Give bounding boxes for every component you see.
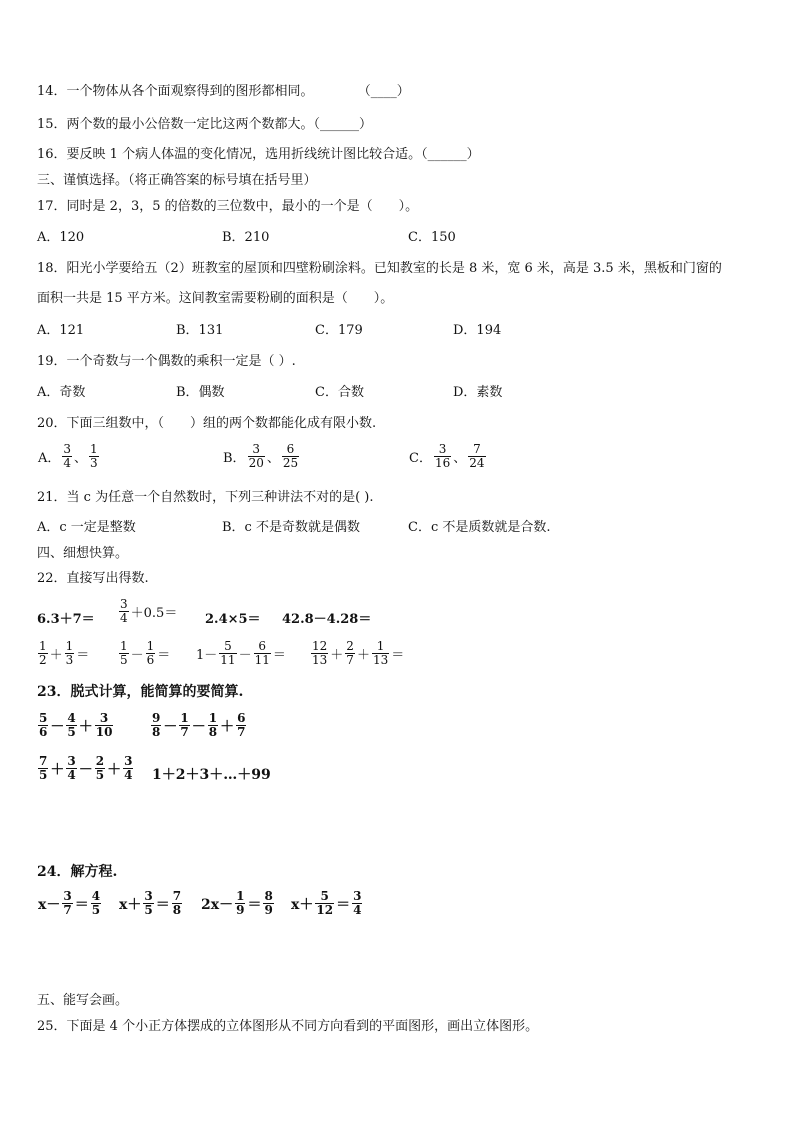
question-25: 25．下面是 4 个小正方体摆成的立体图形从不同方向看到的平面图形，画出立体图形。 xyxy=(37,1019,539,1034)
fraction: $\frac{9}{8}$ xyxy=(152,711,161,739)
option-a: A．120 xyxy=(37,230,85,245)
question-text: 14．一个物体从各个面观察得到的图形都相同。 xyxy=(37,84,314,99)
question-24: 24．解方程. xyxy=(37,864,118,880)
expression xyxy=(37,712,114,739)
answer-paren: （______） xyxy=(421,147,480,162)
expression xyxy=(37,755,134,782)
option-label: C． xyxy=(409,451,432,466)
separator: 、 xyxy=(453,451,467,466)
fraction: $\frac{6}{11}$ xyxy=(254,639,270,667)
option-a: A．奇数 xyxy=(37,385,86,400)
option-a xyxy=(37,443,100,470)
operator: ＝ xyxy=(76,648,90,663)
equation xyxy=(37,890,102,917)
operator-text: x－ xyxy=(38,896,61,913)
option-c: C．179 xyxy=(315,323,363,338)
operator: － xyxy=(191,718,206,735)
question-18-line-1: 18．阳光小学要给五（2）班教室的屋顶和四壁粉刷涂料。已知教室的长是 8 米，宽 6 米，高是 3.5 米，黑板和门窗的 xyxy=(37,261,722,276)
question-19: 19．一个奇数与一个偶数的乘积一定是（ ）. xyxy=(37,354,296,369)
fraction: $\frac{1}{7}$ xyxy=(180,711,189,739)
equation xyxy=(118,890,183,917)
fraction: $\frac{3}{4}$ xyxy=(63,442,72,470)
operator: ＝ xyxy=(391,648,405,663)
fraction: $\frac{1}{13}$ xyxy=(372,639,389,667)
fraction: $\frac{1}{5}$ xyxy=(120,639,128,667)
operator: － xyxy=(50,718,65,735)
option-label: A． xyxy=(38,451,61,466)
operator: ＋ xyxy=(356,648,370,663)
operator: ＋ xyxy=(50,761,65,778)
fraction: $\frac{3}{4}$ xyxy=(120,597,128,625)
option-c: C．合数 xyxy=(315,385,364,400)
option-b: B．131 xyxy=(176,323,224,338)
operator: ＝ xyxy=(74,896,89,913)
fraction: $\frac{7}{8}$ xyxy=(172,889,182,917)
fraction: $\frac{6}{25}$ xyxy=(282,442,299,470)
fraction: $\frac{12}{13}$ xyxy=(312,639,328,667)
operator: － xyxy=(130,648,144,663)
fraction: $\frac{6}{7}$ xyxy=(237,711,246,739)
option-b: B．210 xyxy=(222,230,270,245)
separator: 、 xyxy=(74,451,88,466)
question-21: 21．当 c 为任意一个自然数时，下列三种讲法不对的是( ). xyxy=(37,490,374,505)
question-16 xyxy=(37,147,480,163)
operator: ＋ xyxy=(220,718,235,735)
option-label: B． xyxy=(223,451,246,466)
question-18-line-2: 面积一共是 15 平方米。这间教室需要粉刷的面积是（ ）。 xyxy=(37,291,394,306)
fraction: $\frac{3}{5}$ xyxy=(144,889,153,917)
section-5-heading: 五、能写会画。 xyxy=(37,993,129,1008)
expression: 1＋2＋3＋…＋99 xyxy=(152,767,271,783)
operator-text: 1－ xyxy=(196,648,218,663)
fraction: $\frac{7}{5}$ xyxy=(39,754,48,782)
option-d: D．素数 xyxy=(453,385,503,400)
answer-paren: （______） xyxy=(313,117,373,132)
question-22: 22．直接写出得数. xyxy=(37,571,149,586)
fraction: $\frac{1}{8}$ xyxy=(208,711,218,739)
fraction: $\frac{1}{9}$ xyxy=(236,889,245,917)
question-20: 20．下面三组数中，（ ）组的两个数都能化成有限小数. xyxy=(37,416,377,431)
section-3-heading: 三、谨慎选择。（将正确答案的标号填在括号里） xyxy=(37,173,317,188)
operator-text: x＋ xyxy=(119,896,142,913)
expression xyxy=(118,640,171,667)
operator: ＋ xyxy=(78,718,93,735)
expression: 42.8－4.28＝ xyxy=(282,612,372,627)
fraction: $\frac{3}{20}$ xyxy=(248,442,264,470)
option-a: A．121 xyxy=(37,323,85,338)
expression: 2.4×5＝ xyxy=(205,612,261,627)
fraction: $\frac{4}{5}$ xyxy=(91,889,101,917)
operator-text: x＋ xyxy=(291,896,314,913)
option-c: C．150 xyxy=(408,230,456,245)
answer-paren: （____） xyxy=(357,84,410,99)
expression xyxy=(195,640,287,667)
question-14 xyxy=(37,84,410,100)
question-text: 16．要反映 1 个病人体温的变化情况，选用折线统计图比较合适。 xyxy=(37,147,422,162)
expression xyxy=(118,598,178,625)
fraction: $\frac{4}{5}$ xyxy=(67,711,76,739)
option-b xyxy=(222,443,300,470)
expression xyxy=(150,712,247,739)
option-a: A．c 一定是整数 xyxy=(37,520,136,535)
fraction: $\frac{3}{4}$ xyxy=(353,889,362,917)
question-15 xyxy=(37,117,372,133)
fraction: $\frac{3}{4}$ xyxy=(124,754,133,782)
operator: ＋ xyxy=(330,648,344,663)
question-23: 23．脱式计算，能简算的要简算. xyxy=(37,684,244,700)
fraction: $\frac{1}{2}$ xyxy=(39,639,47,667)
fraction: $\frac{3}{16}$ xyxy=(434,442,451,470)
fraction: $\frac{3}{10}$ xyxy=(95,711,113,739)
fraction: $\frac{1}{6}$ xyxy=(146,639,155,667)
option-c xyxy=(408,443,487,470)
operator: ＋ xyxy=(107,761,122,778)
expression xyxy=(37,640,90,667)
expression xyxy=(310,640,405,667)
section-4-heading: 四、细想快算。 xyxy=(37,546,129,561)
fraction: $\frac{2}{7}$ xyxy=(346,639,354,667)
operator-text: ＋0.5＝ xyxy=(130,606,178,621)
fraction: $\frac{1}{3}$ xyxy=(90,442,98,470)
expression: 6.3＋7＝ xyxy=(37,612,95,627)
equation xyxy=(290,890,363,917)
option-b: B．偶数 xyxy=(176,385,225,400)
question-text: 15．两个数的最小公倍数一定比这两个数都大。 xyxy=(37,117,314,132)
fraction: $\frac{5}{12}$ xyxy=(316,889,334,917)
operator: ＝ xyxy=(157,648,171,663)
question-17: 17．同时是 2，3，5 的倍数的三位数中，最小的一个是（ ）。 xyxy=(37,199,419,214)
operator-text: 2x－ xyxy=(201,896,234,913)
operator: － xyxy=(163,718,178,735)
operator: － xyxy=(238,648,252,663)
fraction: $\frac{5}{6}$ xyxy=(39,711,48,739)
operator: ＝ xyxy=(155,896,170,913)
fraction: $\frac{1}{3}$ xyxy=(65,639,74,667)
fraction: $\frac{3}{4}$ xyxy=(67,754,76,782)
fraction: $\frac{7}{24}$ xyxy=(469,442,485,470)
operator: ＝ xyxy=(247,896,262,913)
operator: ＝ xyxy=(336,896,351,913)
fraction: $\frac{3}{7}$ xyxy=(63,889,72,917)
operator: － xyxy=(78,761,93,778)
fraction: $\frac{5}{11}$ xyxy=(220,639,236,667)
separator: 、 xyxy=(266,451,280,466)
equation xyxy=(200,890,275,917)
option-b: B．c 不是奇数就是偶数 xyxy=(222,520,360,535)
fraction: $\frac{8}{9}$ xyxy=(264,889,273,917)
operator: ＋ xyxy=(49,648,63,663)
fraction: $\frac{2}{5}$ xyxy=(95,754,105,782)
option-d: D．194 xyxy=(453,323,502,338)
operator: ＝ xyxy=(272,648,286,663)
option-c: C．c 不是质数就是合数. xyxy=(408,520,551,535)
